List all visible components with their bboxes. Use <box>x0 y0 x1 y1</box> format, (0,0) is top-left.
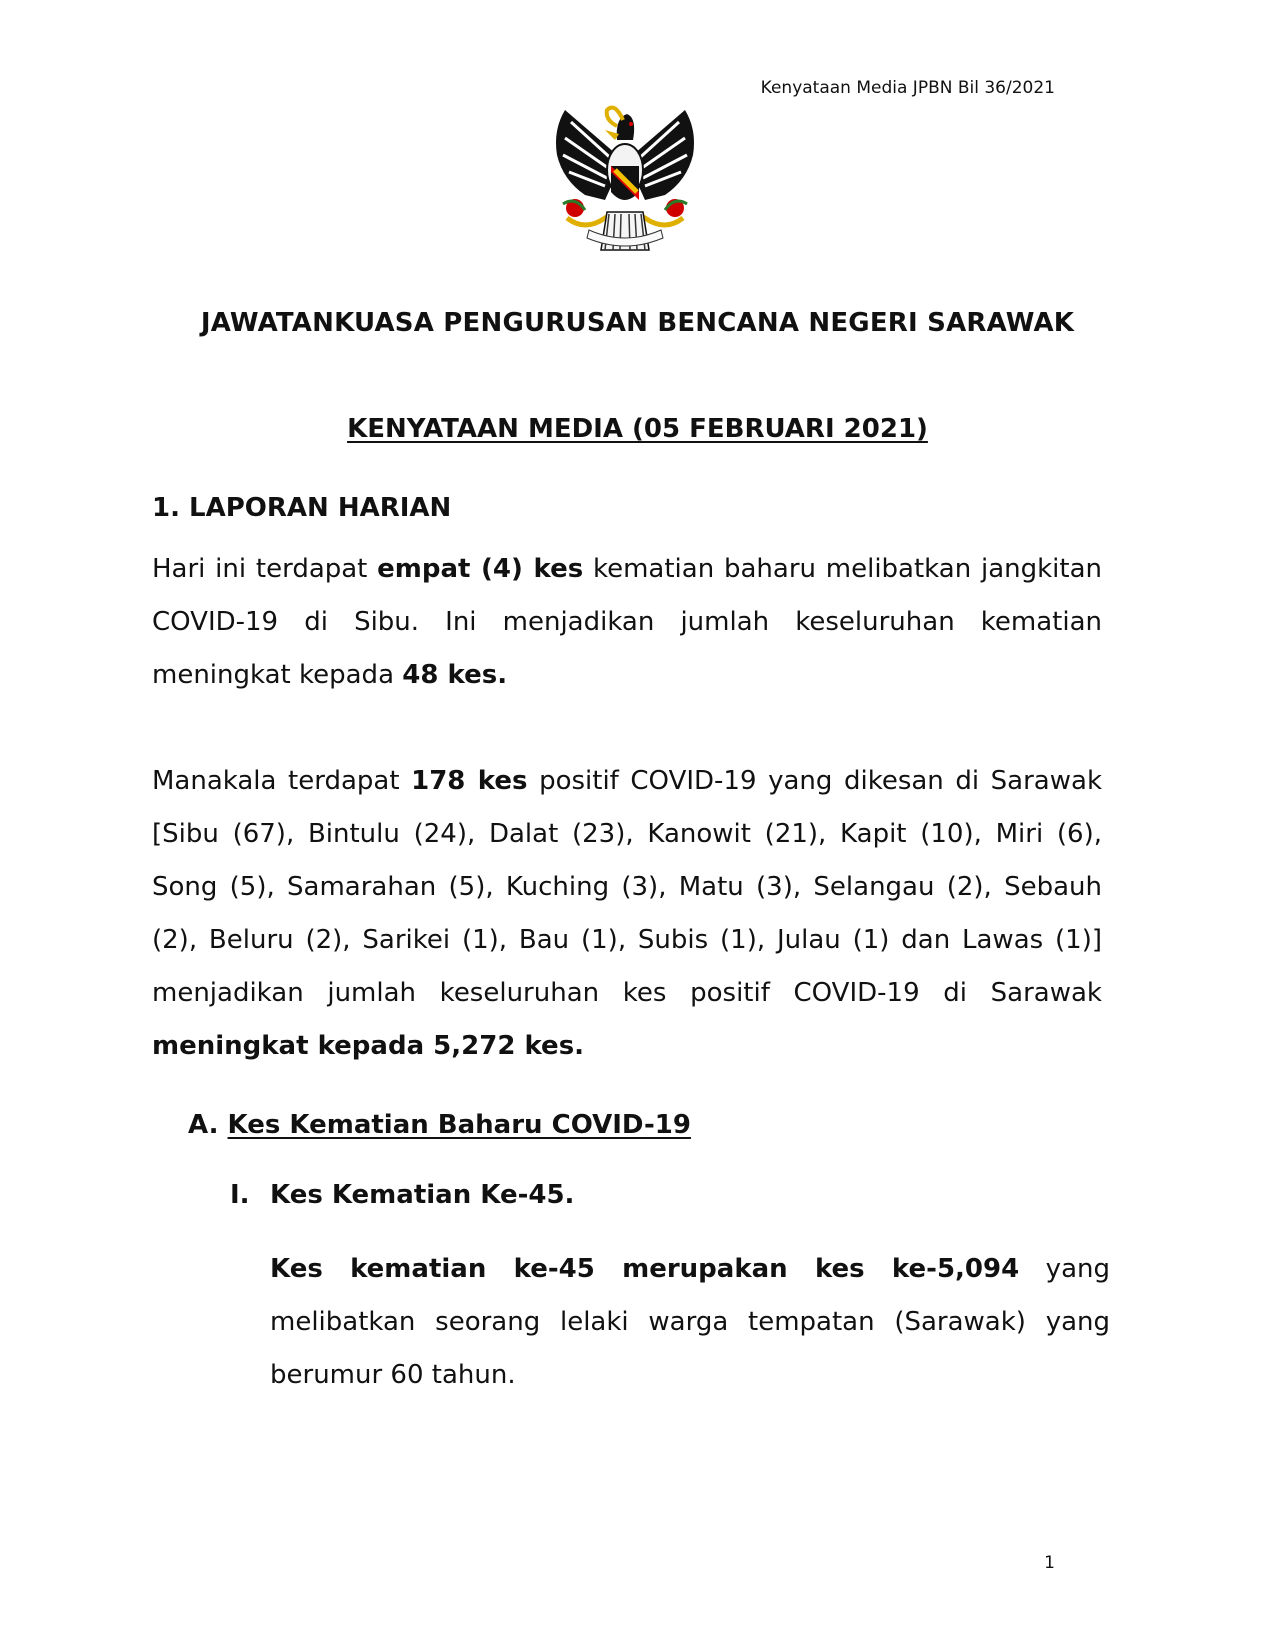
text-run: kematian baharu melibatkan jangkitan COVID-19 di Sibu. Ini menjadikan jumlah keseluruhan kematian meningkat kepada <box>152 554 1102 690</box>
item-title: Kes Kematian Ke-45. <box>270 1180 575 1210</box>
bold-run: meningkat kepada 5,272 kes. <box>152 1031 585 1061</box>
sarawak-coat-of-arms-icon <box>545 100 705 272</box>
subsection-heading <box>188 1110 691 1140</box>
organization-title: JAWATANKUASA PENGURUSAN BENCANA NEGERI SARAWAK <box>200 308 1075 338</box>
subsection-title: Kes Kematian Baharu COVID-19 <box>227 1110 691 1140</box>
subsection-prefix: A. <box>188 1110 219 1140</box>
text-run: yang melibatkan seorang lelaki warga tempatan (Sarawak) yang berumur 60 tahun. <box>270 1254 1110 1390</box>
case-summary-paragraph <box>152 755 1102 1073</box>
bold-run: 48 kes. <box>402 660 508 690</box>
text-run: Hari ini terdapat <box>152 554 378 584</box>
item-heading <box>230 1180 574 1210</box>
statement-title: KENYATAAN MEDIA (05 FEBRUARI 2021) <box>347 414 928 444</box>
section-heading: 1. LAPORAN HARIAN <box>152 493 452 523</box>
text-run: positif COVID-19 yang dikesan di Sarawak [Sibu (67), Bintulu (24), Dalat (23), Kanowit (21), Kapit (10), Miri (6), Song (5), Samarahan (5), Kuching (3), Matu (3), Selangau (2), Sebauh (2), Beluru (2), Sarikei (1), Bau (1), Subis (1), Julau (1) dan Lawas (1)] menjadikan jumlah keseluruhan kes positif COVID-19 di Sarawak <box>152 766 1102 1008</box>
bold-run: empat (4) kes <box>377 554 584 584</box>
item-numeral: I. <box>230 1180 250 1210</box>
death-summary-paragraph <box>152 543 1102 702</box>
bold-run: 178 kes <box>411 766 528 796</box>
document-reference: Kenyataan Media JPBN Bil 36/2021 <box>760 78 1055 98</box>
bold-run: Kes kematian ke-45 merupakan kes ke-5,094 <box>270 1254 1020 1284</box>
text-run: Manakala terdapat <box>152 766 412 796</box>
death-case-paragraph <box>270 1243 1110 1402</box>
page-number: 1 <box>1044 1553 1055 1573</box>
